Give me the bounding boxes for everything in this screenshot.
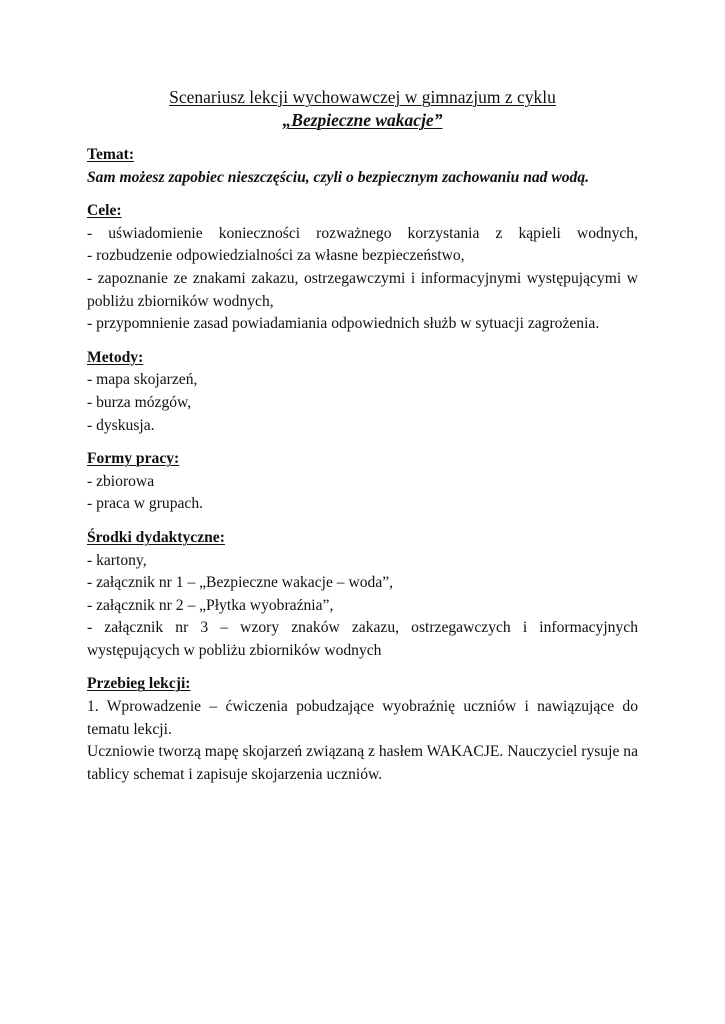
cele-item: - rozbudzenie odpowiedzialności za własne bezpieczeństwo, — [87, 247, 465, 265]
metody-item: - mapa skojarzeń, — [87, 371, 198, 389]
cele-heading: Cele: — [87, 202, 122, 220]
temat-text: Sam możesz zapobiec nieszczęściu, czyli o bezpiecznym zachowaniu nad wodą. — [87, 168, 590, 186]
metody-heading: Metody: — [87, 348, 144, 366]
formy-heading: Formy pracy: — [87, 450, 180, 468]
cele-item: - przypomnienie zasad powiadamiania odpowiednich służb w sytuacji zagrożenia. — [87, 315, 600, 333]
cele-item: - uświadomienie konieczności rozważnego korzystania z kąpieli wodnych, — [87, 224, 638, 242]
section-formy-pracy — [87, 448, 638, 516]
srodki-heading: Środki dydaktyczne: — [87, 528, 225, 546]
title-line-1: Scenariusz lekcji wychowawczej w gimnazjum z cyklu — [169, 87, 556, 107]
temat-heading: Temat: — [87, 146, 135, 163]
document-page — [87, 86, 638, 786]
srodki-item: - załącznik nr 3 – wzory znaków zakazu, ostrzegawczych i informacyjnych występujących w pobliżu zbiorników wodnych — [87, 619, 638, 659]
formy-item: - zbiorowa — [87, 472, 155, 490]
przebieg-paragraph: Uczniowie tworzą mapę skojarzeń związaną z hasłem WAKACJE. Nauczyciel rysuje na tablicy schemat i zapisuje skojarzenia uczniów. — [87, 743, 638, 783]
przebieg-paragraph: 1. Wprowadzenie – ćwiczenia pobudzające wyobraźnię uczniów i nawiązujące do tematu lekcji. — [87, 698, 638, 738]
srodki-item: - załącznik nr 1 – „Bezpieczne wakacje – woda”, — [87, 574, 394, 592]
section-srodki-dydaktyczne — [87, 527, 638, 663]
srodki-item: - załącznik nr 2 – „Płytka wyobraźnia”, — [87, 596, 334, 614]
document-title — [87, 86, 638, 132]
cele-item: - zapoznanie ze znakami zakazu, ostrzegawczymi i informacyjnymi występującymi w pobliżu zbiorników wodnych, — [87, 269, 638, 310]
section-temat — [87, 144, 638, 189]
przebieg-heading: Przebieg lekcji: — [87, 675, 191, 693]
formy-item: - praca w grupach. — [87, 495, 204, 513]
section-przebieg-lekcji — [87, 673, 638, 786]
section-metody — [87, 347, 638, 437]
metody-item: - dyskusja. — [87, 416, 155, 434]
section-cele — [87, 200, 638, 336]
metody-item: - burza mózgów, — [87, 393, 192, 411]
srodki-item: - kartony, — [87, 551, 147, 569]
title-line-2: „Bezpieczne wakacje” — [282, 110, 443, 130]
